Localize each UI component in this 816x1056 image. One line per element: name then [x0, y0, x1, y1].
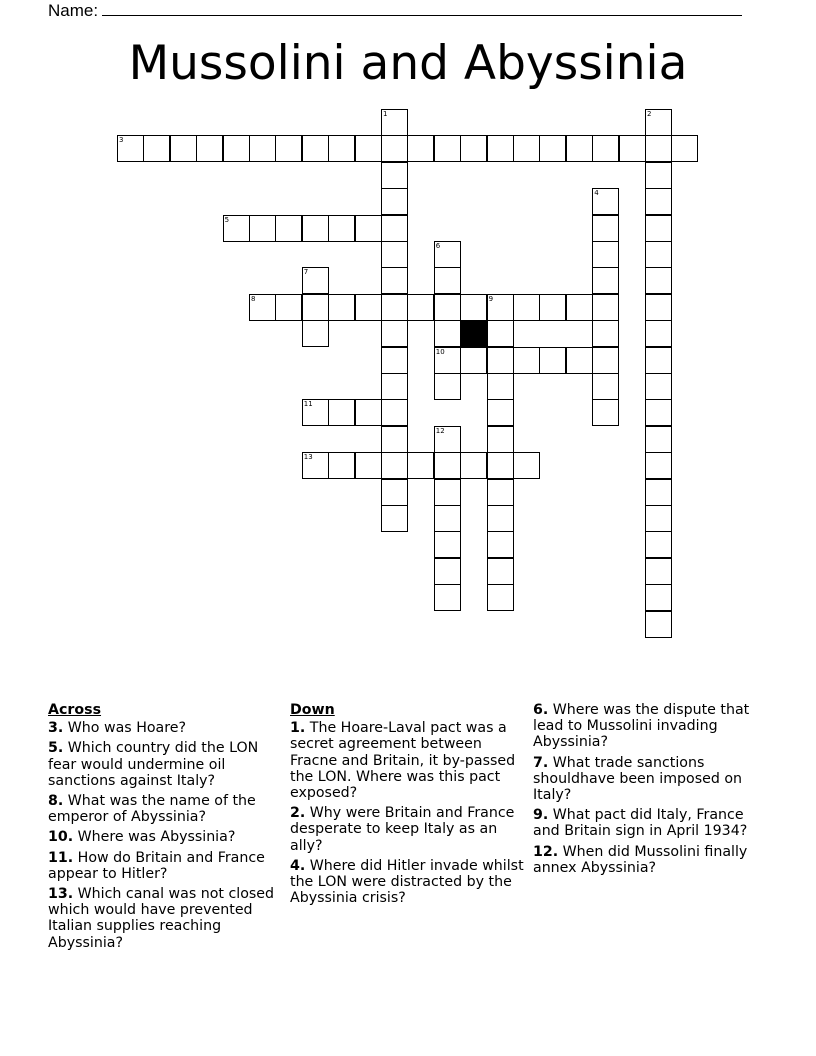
clue-across: 13. Which canal was not closed which would have prevented Italian supplies reaching Abyssinia? [48, 886, 275, 951]
grid-cell[interactable] [539, 135, 566, 162]
grid-cell[interactable] [328, 135, 355, 162]
clues-down-column [290, 702, 525, 910]
grid-cell[interactable] [434, 267, 461, 294]
grid-cell[interactable] [645, 399, 672, 426]
grid-cell[interactable] [592, 241, 619, 268]
grid-cell[interactable] [434, 241, 461, 268]
grid-cell[interactable] [592, 294, 619, 321]
clue-across: 5. Which country did the LON fear would undermine oil sanctions against Italy? [48, 740, 259, 789]
clue-across: 11. How do Britain and France appear to Hitler? [48, 849, 265, 882]
grid-cell[interactable] [434, 531, 461, 558]
grid-cell[interactable] [513, 347, 540, 374]
grid-cell[interactable] [645, 320, 672, 347]
clue-number: 12 [435, 426, 445, 435]
grid-cell[interactable] [645, 267, 672, 294]
clue-number: 10 [435, 347, 445, 356]
grid-cell[interactable] [381, 267, 408, 294]
grid-cell[interactable] [566, 135, 593, 162]
grid-cell[interactable] [645, 188, 672, 215]
across-heading: Across [48, 702, 102, 718]
grid-cell[interactable] [645, 347, 672, 374]
grid-cell[interactable] [645, 426, 672, 453]
grid-cell[interactable] [407, 452, 434, 479]
grid-cell[interactable] [302, 320, 329, 347]
grid-cell[interactable] [513, 135, 540, 162]
grid-cell[interactable] [566, 294, 593, 321]
grid-cell[interactable] [381, 241, 408, 268]
clue-across: 8. What was the name of the emperor of Abyssinia? [48, 793, 256, 826]
grid-cell[interactable] [249, 294, 276, 321]
grid-cell[interactable] [592, 399, 619, 426]
grid-cell[interactable] [275, 294, 302, 321]
grid-cell[interactable] [487, 505, 514, 532]
clue-across: 10. Where was Abyssinia? [48, 829, 236, 846]
grid-cell[interactable] [645, 505, 672, 532]
grid-cell[interactable] [434, 452, 461, 479]
grid-cell[interactable] [381, 399, 408, 426]
grid-cell[interactable] [381, 373, 408, 400]
clue-number: 4 [594, 189, 599, 198]
grid-cell[interactable] [513, 452, 540, 479]
grid-cell[interactable] [592, 135, 619, 162]
grid-cell[interactable] [355, 135, 382, 162]
grid-cell[interactable] [460, 294, 487, 321]
clue-down: 2. Why were Britain and France desperate to keep Italy as an ally? [290, 805, 515, 854]
grid-cell[interactable] [302, 294, 329, 321]
grid-cell[interactable] [645, 531, 672, 558]
grid-cell[interactable] [407, 294, 434, 321]
grid-cell[interactable] [566, 347, 593, 374]
grid-cell[interactable] [355, 452, 382, 479]
grid-cell[interactable] [328, 215, 355, 242]
grid-cell[interactable] [487, 320, 514, 347]
grid-cell[interactable] [328, 452, 355, 479]
clue-number: 8 [251, 294, 256, 303]
grid-cell[interactable] [381, 505, 408, 532]
grid-cell[interactable] [434, 320, 461, 347]
grid-cell[interactable] [645, 215, 672, 242]
grid-cell[interactable] [196, 135, 223, 162]
grid-cell[interactable] [328, 294, 355, 321]
grid-cell[interactable] [460, 135, 487, 162]
clue-across: 3. Who was Hoare? [48, 720, 187, 737]
grid-cell[interactable] [275, 215, 302, 242]
grid-cell[interactable] [434, 347, 461, 374]
grid-cell[interactable] [434, 479, 461, 506]
grid-cell[interactable] [645, 241, 672, 268]
grid-cell[interactable] [434, 135, 461, 162]
grid-cell[interactable] [539, 294, 566, 321]
clue-number: 7 [303, 268, 309, 277]
grid-cell[interactable] [487, 294, 514, 321]
grid-cell[interactable] [645, 109, 672, 136]
grid-cell[interactable] [645, 294, 672, 321]
grid-cell[interactable] [355, 294, 382, 321]
clue-down: 1. The Hoare-Laval pact was a secret agreement between Fracne and Britain, it by-passed the LON. Where was this pact exposed? [290, 720, 516, 802]
grid-cell[interactable] [302, 267, 329, 294]
grid-cell[interactable] [592, 188, 619, 215]
grid-cell[interactable] [645, 584, 672, 611]
grid-cell[interactable] [513, 294, 540, 321]
grid-cell[interactable] [223, 135, 250, 162]
grid-cell[interactable] [381, 109, 408, 136]
grid-cell[interactable] [381, 452, 408, 479]
grid-cell[interactable] [434, 294, 461, 321]
grid-cell[interactable] [645, 558, 672, 585]
grid-cell[interactable] [592, 267, 619, 294]
grid-cell[interactable] [487, 373, 514, 400]
grid-cell[interactable] [381, 479, 408, 506]
clues-down-continued-column [533, 702, 773, 880]
grid-cell[interactable] [117, 135, 144, 162]
grid-cell[interactable] [249, 215, 276, 242]
grid-cell[interactable] [487, 452, 514, 479]
grid-cell[interactable] [592, 373, 619, 400]
grid-cell[interactable] [592, 347, 619, 374]
clue-number: 13 [303, 453, 313, 462]
grid-cell[interactable] [328, 399, 355, 426]
grid-cell[interactable] [539, 347, 566, 374]
name-label: Name: [48, 1, 99, 20]
grid-cell[interactable] [381, 215, 408, 242]
clue-down: 9. What pact did Italy, France and Britain sign in April 1934? [533, 807, 748, 840]
grid-cell[interactable] [487, 135, 514, 162]
grid-cell[interactable] [170, 135, 197, 162]
grid-cell[interactable] [302, 135, 329, 162]
grid-cell[interactable] [302, 452, 329, 479]
grid-cell[interactable] [460, 347, 487, 374]
black-cell [460, 320, 487, 347]
clue-down: 12. When did Mussolini finally annex Abyssinia? [533, 843, 748, 876]
clues-across-column [48, 702, 283, 955]
clue-number: 6 [435, 242, 441, 250]
grid-cell[interactable] [381, 135, 408, 162]
grid-cell[interactable] [302, 399, 329, 426]
grid-cell[interactable] [302, 215, 329, 242]
grid-cell[interactable] [487, 399, 514, 426]
grid-cell[interactable] [223, 215, 250, 242]
clue-number: 2 [647, 110, 652, 118]
grid-cell[interactable] [592, 320, 619, 347]
clue-down: 7. What trade sanctions shouldhave been imposed on Italy? [533, 754, 743, 804]
clue-number: 1 [383, 110, 388, 118]
grid-cell[interactable] [645, 135, 672, 162]
grid-cell[interactable] [381, 426, 408, 453]
down-heading: Down [290, 702, 335, 718]
grid-cell[interactable] [487, 531, 514, 558]
grid-cell[interactable] [487, 347, 514, 374]
grid-cell[interactable] [434, 426, 461, 453]
clue-number: 3 [119, 136, 124, 145]
grid-cell[interactable] [355, 215, 382, 242]
grid-cell[interactable] [381, 347, 408, 374]
grid-cell[interactable] [434, 505, 461, 532]
grid-cell[interactable] [592, 215, 619, 242]
grid-cell[interactable] [434, 558, 461, 585]
grid-cell[interactable] [645, 611, 672, 638]
clue-down: 6. Where was the dispute that lead to Mussolini invading Abyssinia? [533, 702, 750, 751]
clue-number: 11 [303, 400, 313, 409]
grid-cell[interactable] [381, 294, 408, 321]
grid-cell[interactable] [143, 135, 170, 162]
grid-cell[interactable] [381, 320, 408, 347]
grid-cell[interactable] [487, 479, 514, 506]
grid-cell[interactable] [355, 399, 382, 426]
grid-cell[interactable] [249, 135, 276, 162]
grid-cell[interactable] [645, 162, 672, 189]
grid-cell[interactable] [434, 584, 461, 611]
grid-cell[interactable] [645, 479, 672, 506]
grid-cell[interactable] [460, 452, 487, 479]
grid-cell[interactable] [619, 135, 646, 162]
grid-cell[interactable] [407, 135, 434, 162]
clue-number: 5 [224, 215, 230, 224]
grid-cell[interactable] [275, 135, 302, 162]
grid-cell[interactable] [645, 452, 672, 479]
clue-number: 9 [488, 294, 494, 303]
grid-cell[interactable] [645, 373, 672, 400]
grid-cell[interactable] [487, 584, 514, 611]
grid-cell[interactable] [381, 162, 408, 189]
grid-cell[interactable] [671, 135, 698, 162]
grid-cell[interactable] [487, 426, 514, 453]
puzzle-title: Mussolini and Abyssinia [128, 36, 688, 91]
grid-cell[interactable] [487, 558, 514, 585]
grid-cell[interactable] [434, 373, 461, 400]
clue-down: 4. Where did Hitler invade whilst the LON were distracted by the Abyssinia crisis? [290, 857, 524, 907]
grid-cell[interactable] [381, 188, 408, 215]
